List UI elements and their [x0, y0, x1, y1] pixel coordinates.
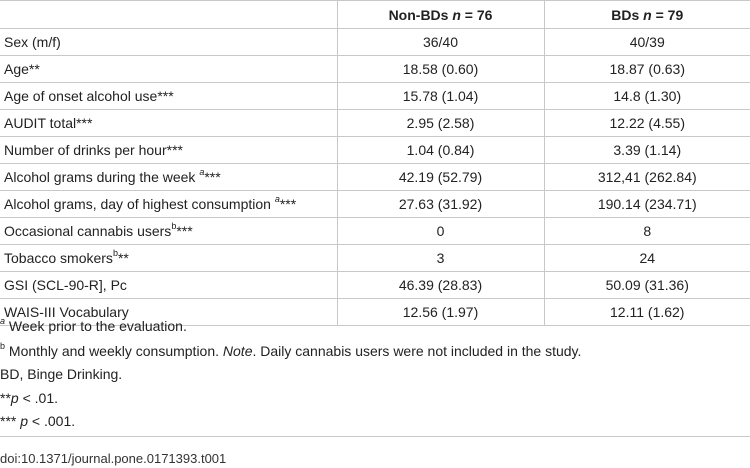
row-label-text: Sex (m/f) [4, 34, 61, 50]
table-row [0, 164, 750, 191]
row-label [0, 110, 337, 137]
footnote-bd-abbrev: BD, Binge Drinking. [0, 366, 123, 382]
header-bds [544, 1, 750, 29]
row-footnote-mark: b [112, 248, 118, 259]
table-row [0, 137, 750, 164]
cell-non-bds: 1.04 (0.84) [337, 137, 544, 164]
cell-bds: 14.8 (1.30) [544, 83, 750, 110]
row-label-text: Age [4, 61, 29, 77]
footnote-b [0, 343, 581, 359]
row-label [0, 272, 337, 299]
cell-non-bds: 15.78 (1.04) [337, 83, 544, 110]
row-label-text: AUDIT total [4, 115, 77, 131]
cell-bds: 3.39 (1.14) [544, 137, 750, 164]
table-row [0, 191, 750, 218]
row-label [0, 29, 337, 56]
footnote-p001-p: p [20, 413, 29, 429]
cell-non-bds: 2.95 (2.58) [337, 110, 544, 137]
footnote-a-text: Week prior to the evaluation. [5, 318, 187, 334]
header-bds-value: = 79 [651, 6, 684, 23]
footnote-a [0, 318, 187, 334]
doi-text[interactable]: doi:10.1371/journal.pone.0171393.t001 [0, 451, 227, 466]
cell-bds: 190.14 (234.71) [544, 191, 750, 218]
header-bds-label: BDs [611, 6, 644, 23]
cell-bds: 24 [544, 245, 750, 272]
row-label-text: Number of drinks per hour [4, 142, 167, 158]
table-row [0, 218, 750, 245]
row-label [0, 83, 337, 110]
row-significance-stars: *** [176, 223, 193, 239]
cell-non-bds: 36/40 [337, 29, 544, 56]
cell-bds: 50.09 (31.36) [544, 272, 750, 299]
cell-non-bds: 42.19 (52.79) [337, 164, 544, 191]
cell-bds: 312,41 (262.84) [544, 164, 750, 191]
cell-bds: 18.87 (0.63) [544, 56, 750, 83]
doi-divider [0, 436, 750, 437]
table-row [0, 272, 750, 299]
row-significance-stars: *** [166, 142, 183, 158]
row-label [0, 56, 337, 83]
row-label-text: Age of onset alcohol use [4, 88, 158, 104]
cell-non-bds: 3 [337, 245, 544, 272]
header-variable [0, 1, 337, 29]
row-label [0, 245, 337, 272]
row-label [0, 137, 337, 164]
row-label [0, 164, 337, 191]
row-significance-stars: *** [76, 115, 93, 131]
footnote-a-mark: a [0, 316, 6, 327]
row-significance-stars: ** [117, 250, 129, 266]
footnote-p01 [0, 390, 58, 406]
cell-non-bds: 18.58 (0.60) [337, 56, 544, 83]
row-label-text: GSI (SCL-90-R], Pc [4, 277, 127, 293]
header-non-bds [337, 1, 544, 29]
footnote-b-mark: b [0, 341, 6, 352]
cell-bds: 12.11 (1.62) [544, 299, 750, 326]
header-bds-n: n [643, 6, 652, 23]
row-label [0, 218, 337, 245]
cell-bds: 8 [544, 218, 750, 245]
table-row [0, 56, 750, 83]
header-non-bds-label: Non-BDs [388, 6, 453, 23]
header-non-bds-n: n [452, 6, 461, 23]
row-significance-stars: *** [157, 88, 174, 104]
cell-non-bds: 27.63 (31.92) [337, 191, 544, 218]
row-label-text: Alcohol grams, day of highest consumption [4, 196, 275, 212]
cell-bds: 12.22 (4.55) [544, 110, 750, 137]
footnote-p01-stars: ** [0, 390, 11, 406]
row-label-text: Alcohol grams during the week [4, 169, 200, 185]
row-label-text: Occasional cannabis users [4, 223, 172, 239]
row-label-text: Tobacco smokers [4, 250, 113, 266]
row-label-text: WAIS-III Vocabulary [4, 304, 129, 320]
footnote-p001-stars: *** [0, 413, 21, 429]
footnote-p01-text: < .01. [18, 390, 59, 406]
cell-non-bds: 12.56 (1.97) [337, 299, 544, 326]
footnote-p001 [0, 413, 75, 429]
table-row [0, 245, 750, 272]
cell-bds: 40/39 [544, 29, 750, 56]
footnote-p001-text: < .001. [28, 413, 76, 429]
table-row [0, 83, 750, 110]
footnote-p01-p: p [10, 390, 19, 406]
row-significance-stars: *** [279, 196, 297, 212]
table-header-row [0, 1, 750, 29]
footnote-b-note-word: Note [222, 343, 253, 359]
row-footnote-mark: a [199, 167, 205, 178]
footnote-b-text-1: Monthly and weekly consumption. [5, 343, 223, 359]
row-footnote-mark: a [274, 194, 280, 205]
header-non-bds-value: = 76 [460, 6, 493, 23]
cell-non-bds: 46.39 (28.83) [337, 272, 544, 299]
table-row [0, 110, 750, 137]
cell-non-bds: 0 [337, 218, 544, 245]
row-footnote-mark: b [171, 221, 177, 232]
row-label [0, 191, 337, 218]
row-significance-stars: ** [28, 61, 40, 77]
row-significance-stars: *** [204, 169, 221, 185]
footnote-b-text-2: . Daily cannabis users were not included in the study. [252, 343, 582, 359]
table-row [0, 29, 750, 56]
